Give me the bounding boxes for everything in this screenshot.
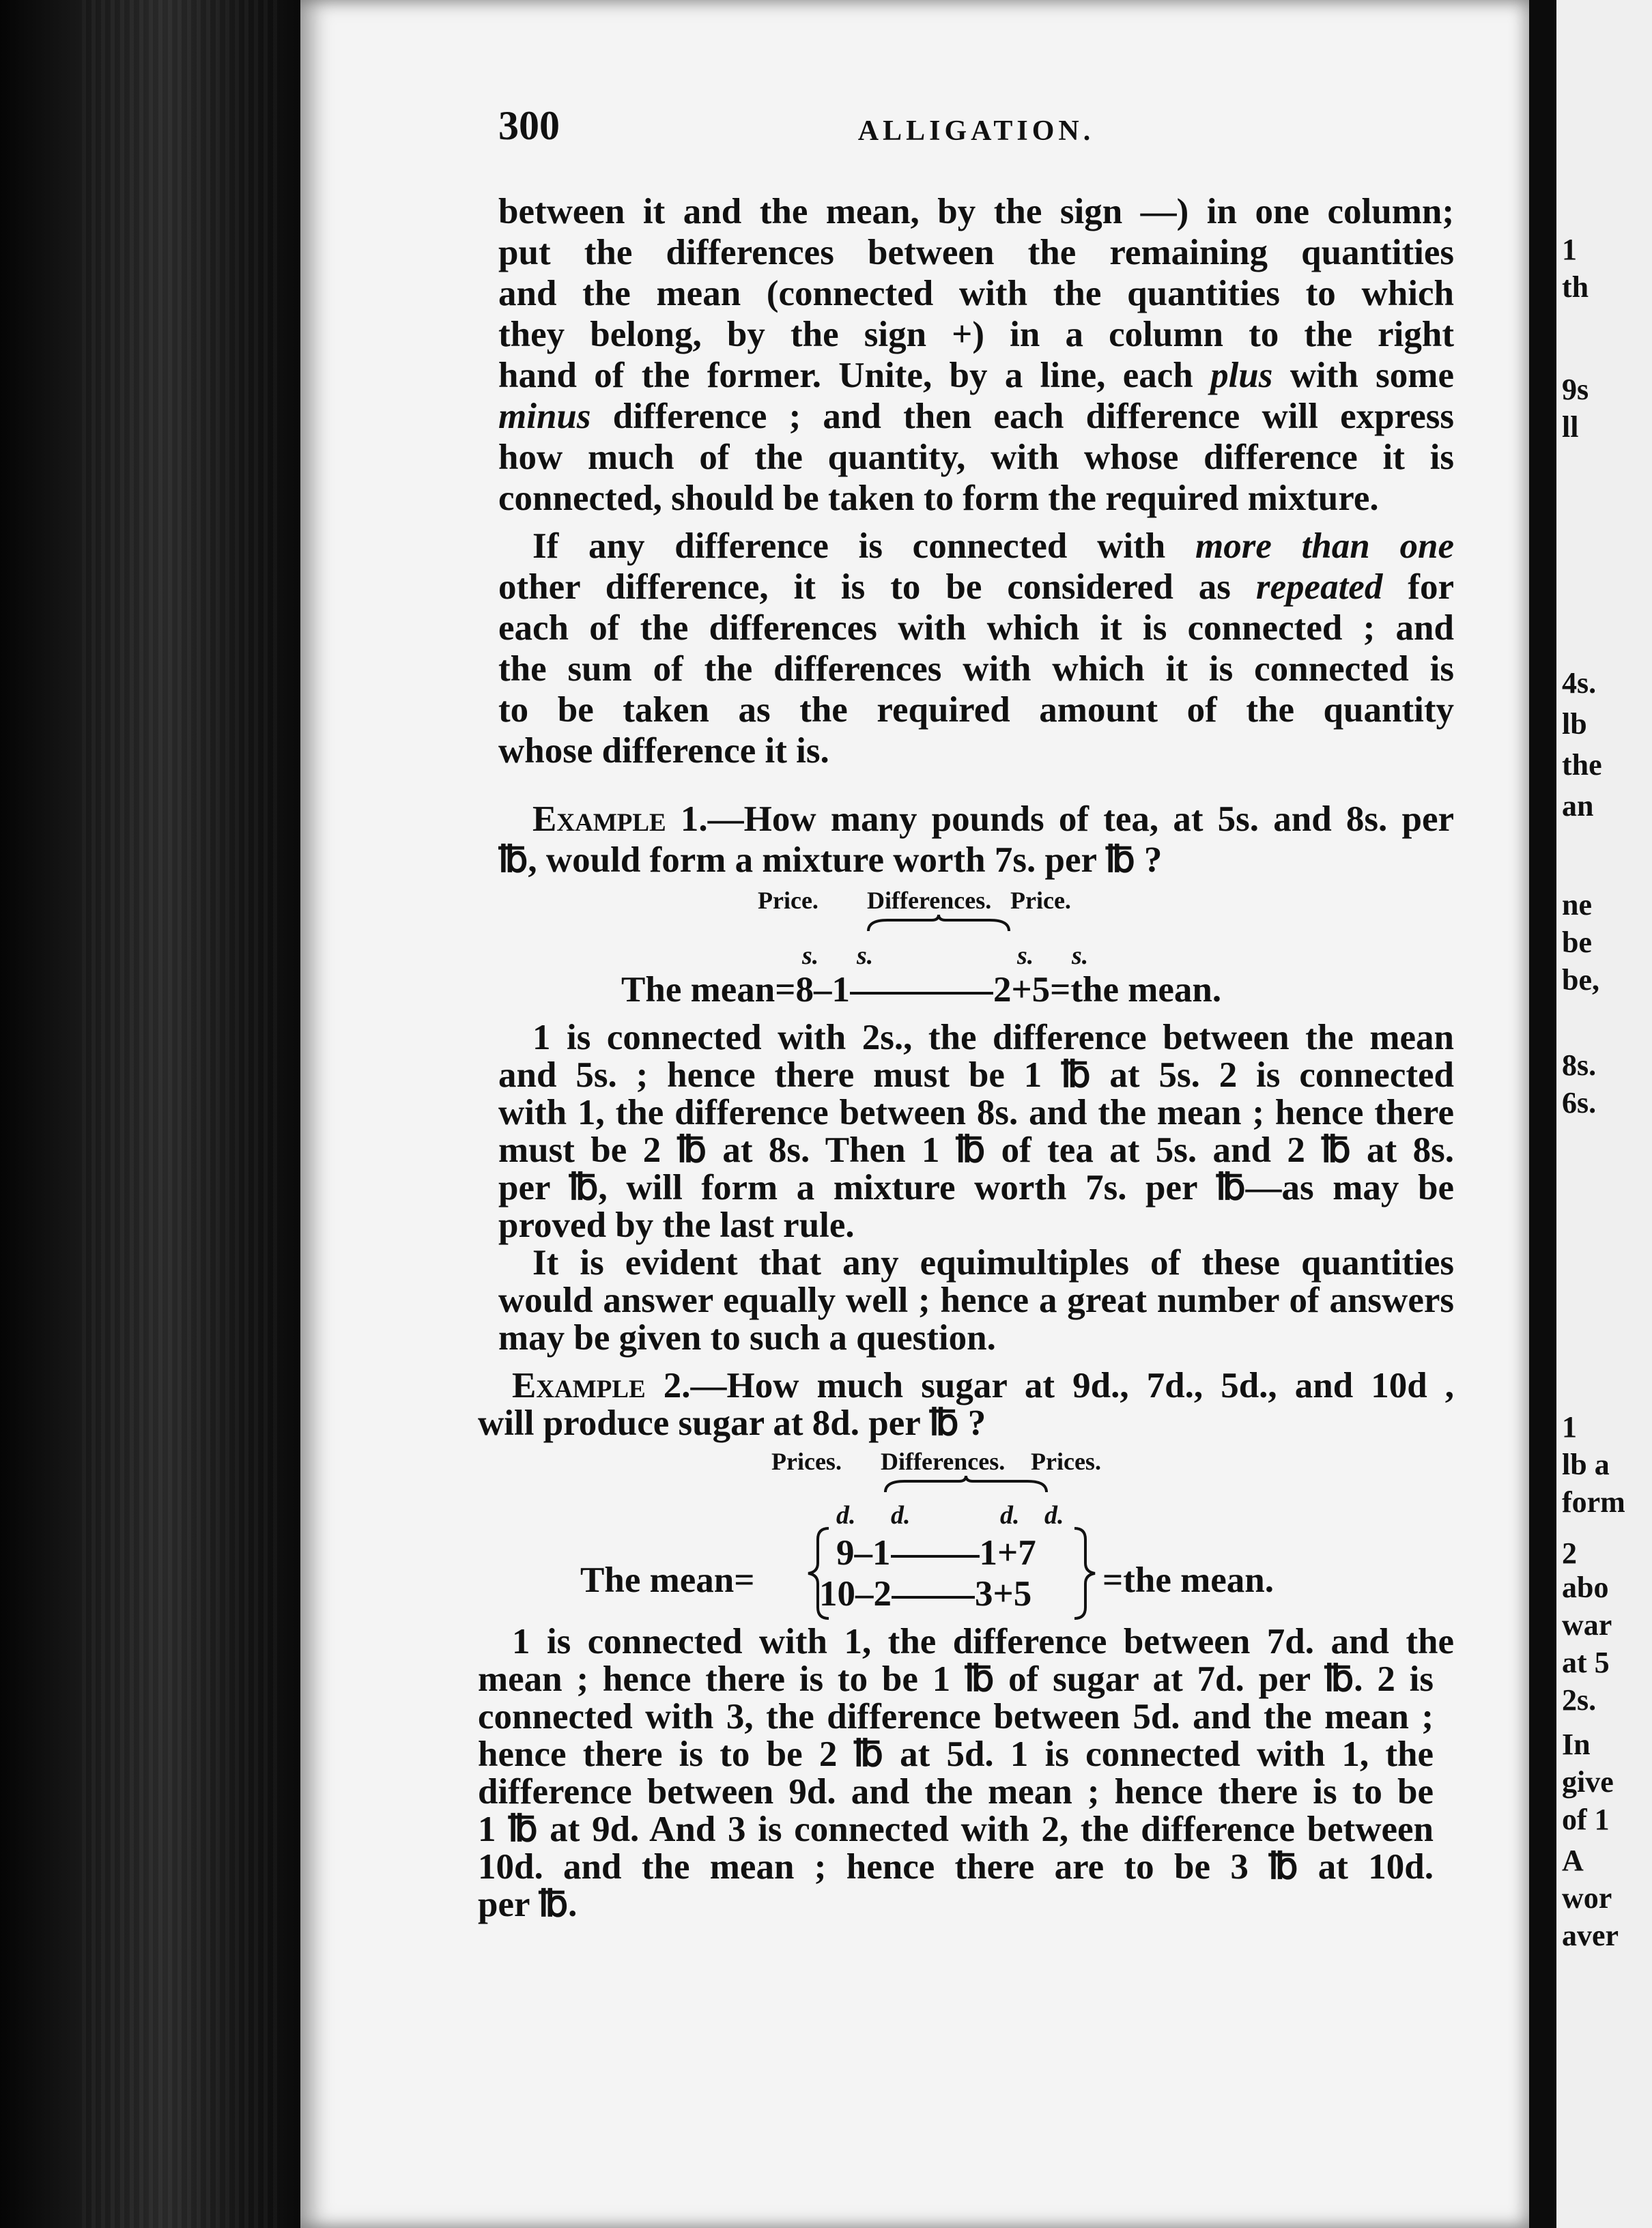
facing-text-fragment: of 1 xyxy=(1562,1803,1610,1836)
book-gutter xyxy=(1529,0,1556,2228)
book-page xyxy=(300,0,1529,2228)
column-head: Differences. xyxy=(881,1448,1006,1475)
row-left: 9–1 xyxy=(836,1533,891,1573)
text-run: difference ; and then each difference will express xyxy=(590,397,1454,436)
column-head: Prices. xyxy=(771,1448,842,1475)
column-head: Prices. xyxy=(1031,1448,1101,1475)
unit-label: s. xyxy=(857,941,874,970)
row-right: 1+7 xyxy=(979,1533,1036,1573)
facing-text-fragment: 9s xyxy=(1562,373,1589,406)
text-line: with 1, the difference between 8s. and the mean ; hence there xyxy=(498,1093,1454,1132)
facing-text-fragment: be, xyxy=(1562,963,1599,997)
text-line: hence there is to be 2 ℔ at 5d. 1 is connected with 1, the xyxy=(478,1734,1434,1774)
formula-row xyxy=(819,1573,1031,1614)
text-run: —How much sugar at 9d., 7d., 5d., and 10d , xyxy=(690,1366,1454,1405)
facing-text-fragment: ll xyxy=(1562,410,1579,444)
text-line: may be given to such a question. xyxy=(498,1318,996,1358)
facing-text-fragment: be xyxy=(1562,926,1592,959)
text-line: difference between 9d. and the mean ; hence there is to be xyxy=(478,1772,1434,1812)
connecting-line xyxy=(850,992,993,995)
text-run: for xyxy=(1382,567,1454,607)
italic-word: repeated xyxy=(1255,567,1383,607)
text-line: each of the differences with which it is connected ; and xyxy=(498,608,1454,648)
facing-text-fragment: the xyxy=(1562,748,1602,782)
facing-text-fragment: lb a xyxy=(1562,1448,1610,1481)
page-number: 300 xyxy=(498,103,560,148)
text-line: It is evident that any equimultiples of these quantities xyxy=(532,1243,1454,1283)
text-line: per ℔, will form a mixture worth 7s. per ℔—as may be xyxy=(498,1168,1454,1208)
facing-text-fragment: war xyxy=(1562,1608,1612,1642)
example-1-question xyxy=(498,799,1454,840)
connecting-line xyxy=(891,1555,980,1558)
facing-text-fragment: abo xyxy=(1562,1571,1609,1604)
unit-label: s. xyxy=(802,941,819,970)
page-header xyxy=(498,102,1454,150)
unit-label: s. xyxy=(1072,941,1089,970)
connecting-line xyxy=(892,1596,975,1599)
text-line: will produce sugar at 8d. per ℔ ? xyxy=(478,1403,986,1443)
facing-text-fragment: wor xyxy=(1562,1881,1612,1915)
text-line: 1 is connected with 2s., the difference between the mean xyxy=(532,1018,1454,1057)
text-line: they belong, by the sign +) in a column to the right xyxy=(498,315,1454,354)
text-line: 1 is connected with 1, the difference between 7d. and the xyxy=(512,1622,1454,1661)
column-head: Price. xyxy=(758,887,818,914)
facing-text-fragment: In xyxy=(1562,1728,1591,1761)
formula-row xyxy=(836,1532,1036,1573)
example-label: Example 2. xyxy=(512,1366,691,1405)
text-run: If any difference is connected with xyxy=(532,526,1195,566)
text-line: would answer equally well ; hence a great number of answers xyxy=(498,1281,1454,1320)
row-left: 10–2 xyxy=(819,1574,892,1614)
facing-page-edge xyxy=(1556,0,1652,2228)
facing-text-fragment: 2 xyxy=(1562,1537,1577,1570)
formula-lead: The mean= xyxy=(580,1560,755,1600)
facing-text-fragment: lb xyxy=(1562,707,1587,741)
unit-label: d. xyxy=(891,1501,911,1530)
formula-lead: The mean=8–1 xyxy=(621,970,850,1010)
italic-phrase: more than one xyxy=(1195,526,1454,566)
facing-text-fragment: A xyxy=(1562,1844,1584,1877)
book-spine-edge xyxy=(0,0,300,2228)
text-line xyxy=(498,396,1454,437)
formula-tail: =the mean. xyxy=(1102,1560,1274,1600)
text-line: to be taken as the required amount of the quantity xyxy=(498,690,1454,730)
text-line: the sum of the differences with which it is connected is xyxy=(498,649,1454,689)
text-line: put the differences between the remaining quantities xyxy=(498,233,1454,272)
text-line: connected with 3, the difference between 5d. and the mean ; xyxy=(478,1697,1434,1737)
text-line: 1 ℔ at 9d. And 3 is connected with 2, the difference between xyxy=(478,1810,1434,1849)
row-right: 3+5 xyxy=(975,1574,1032,1614)
facing-text-fragment: 2s. xyxy=(1562,1683,1597,1717)
example-1-formula xyxy=(621,969,1221,1010)
text-line: between it and the mean, by the sign —) in one column; xyxy=(498,192,1454,231)
facing-text-fragment: 8s. xyxy=(1562,1048,1597,1082)
facing-text-fragment: at 5 xyxy=(1562,1646,1610,1679)
text-line xyxy=(498,355,1454,396)
text-line: whose difference it is. xyxy=(498,731,829,771)
text-line xyxy=(498,567,1454,608)
formula-tail: 2+5=the mean. xyxy=(993,970,1222,1010)
example-label: Example 1. xyxy=(532,799,708,839)
running-head: ALLIGATION. xyxy=(857,115,1095,147)
unit-label: d. xyxy=(836,1501,856,1530)
unit-label: d. xyxy=(1000,1501,1020,1530)
facing-text-fragment: form xyxy=(1562,1485,1625,1519)
text-run: —How many pounds of tea, at 5s. and 8s. per xyxy=(707,799,1455,839)
facing-text-fragment: an xyxy=(1562,789,1594,823)
text-line: ℔, would form a mixture worth 7s. per ℔ ? xyxy=(498,840,1163,880)
facing-text-fragment: give xyxy=(1562,1765,1614,1799)
over-brace xyxy=(867,913,1010,934)
text-line: mean ; hence there is to be 1 ℔ of sugar at 7d. per ℔. 2 is xyxy=(478,1659,1434,1699)
example-2-question xyxy=(478,1365,1454,1406)
facing-text-fragment: 1 xyxy=(1562,1410,1577,1444)
text-line: proved by the last rule. xyxy=(498,1205,855,1245)
right-brace xyxy=(1070,1526,1098,1621)
text-run: other difference, it is to be considered as xyxy=(498,567,1256,607)
facing-text-fragment: th xyxy=(1562,270,1589,304)
text-line: and the mean (connected with the quantities to which xyxy=(498,274,1454,313)
column-head: Differences. xyxy=(867,887,992,914)
column-head: Price. xyxy=(1010,887,1071,914)
text-line: per ℔. xyxy=(478,1885,578,1924)
unit-label: s. xyxy=(1017,941,1034,970)
facing-text-fragment: ne xyxy=(1562,888,1592,922)
text-line: connected, should be taken to form the required mixture. xyxy=(498,479,1379,518)
text-line: must be 2 ℔ at 8s. Then 1 ℔ of tea at 5s. and 2 ℔ at 8s. xyxy=(498,1130,1454,1170)
facing-text-fragment: aver xyxy=(1562,1919,1619,1952)
unit-label: d. xyxy=(1044,1501,1064,1530)
text-line: and 5s. ; hence there must be 1 ℔ at 5s. 2 is connected xyxy=(498,1055,1454,1095)
text-line: how much of the quantity, with whose difference it is xyxy=(498,438,1454,477)
facing-text-fragment: 1 xyxy=(1562,233,1577,266)
text-run: hand of the former. Unite, by a line, each xyxy=(498,356,1211,395)
text-line: 10d. and the mean ; hence there are to be 3 ℔ at 10d. xyxy=(478,1847,1434,1887)
italic-word: plus xyxy=(1210,356,1273,395)
text-run: with some xyxy=(1272,356,1454,395)
italic-word: minus xyxy=(498,397,591,436)
facing-text-fragment: 4s. xyxy=(1562,666,1597,700)
facing-text-fragment: 6s. xyxy=(1562,1086,1597,1119)
text-line xyxy=(498,526,1454,567)
over-brace xyxy=(884,1474,1048,1495)
